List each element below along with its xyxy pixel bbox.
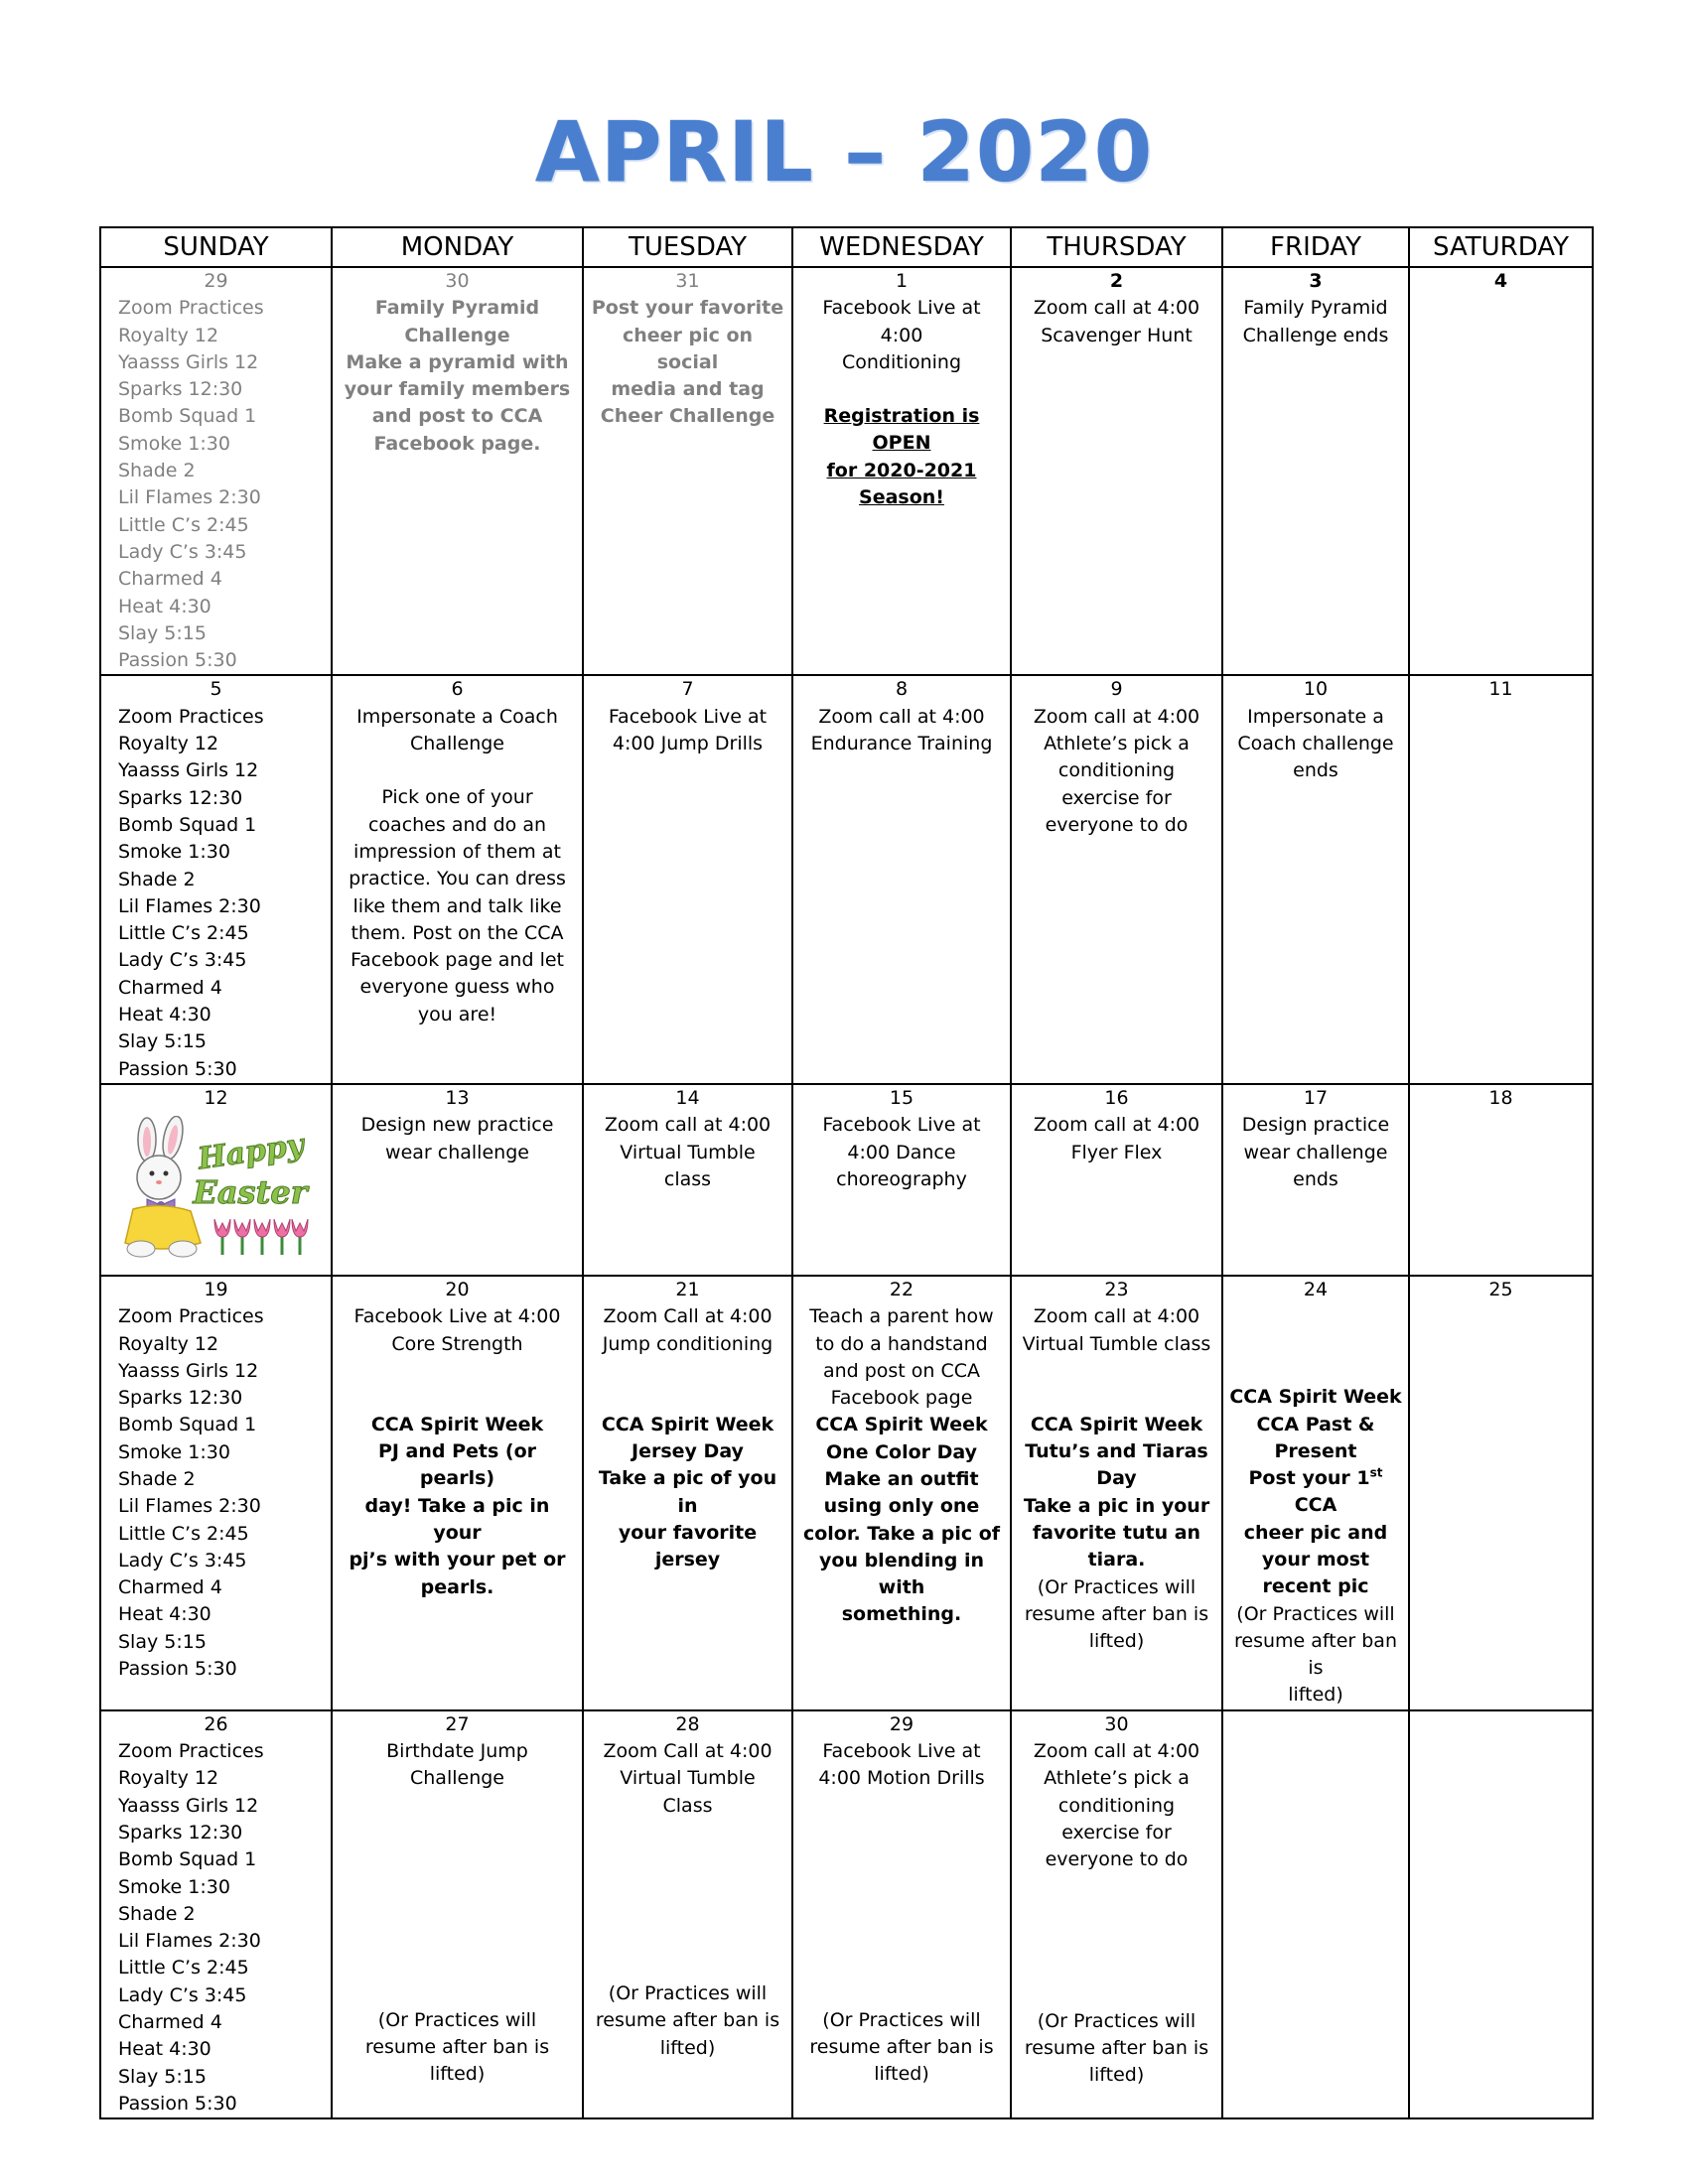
spirit-week-line: CCA Spirit Week <box>601 1413 774 1435</box>
event-line: Zoom call at 4:00 <box>1033 705 1200 728</box>
event-line: Endurance Training <box>810 733 993 755</box>
week-row <box>100 1710 1593 2118</box>
practice-item: Lady C’s 3:45 <box>118 1983 247 2006</box>
spirit-week-line: CCA Past & <box>1256 1413 1375 1435</box>
spirit-week-line: favorite tutu an <box>1032 1521 1201 1544</box>
registration-notice: Registration is OPEN <box>823 405 980 455</box>
practice-item: Lady C’s 3:45 <box>118 540 247 563</box>
day-cell <box>1409 1084 1593 1276</box>
day-number: 11 <box>1488 678 1513 701</box>
day-number: 28 <box>675 1712 700 1735</box>
practice-item: Lil Flames 2:30 <box>118 1930 261 1953</box>
event-line: Facebook Live at 4:00 <box>353 1305 561 1328</box>
practice-item: Lil Flames 2:30 <box>118 894 261 917</box>
day-number: 3 <box>1309 270 1323 292</box>
day-number: 1 <box>895 270 909 292</box>
ban-note: lifted) <box>1288 1684 1343 1706</box>
event-line: class <box>663 1167 712 1190</box>
practice-schedule <box>107 704 325 1083</box>
day-number: 17 <box>1303 1086 1329 1109</box>
weekday-header: FRIDAY <box>1222 227 1409 267</box>
event-line: Impersonate a <box>1247 705 1384 728</box>
practice-item: Passion 5:30 <box>118 1057 237 1080</box>
ban-note: resume after ban is <box>1024 1602 1209 1625</box>
weekday-header: THURSDAY <box>1011 227 1222 267</box>
event-line: cheer pic on social <box>622 324 754 373</box>
event-line: everyone to do <box>1045 1848 1189 1871</box>
day-cell <box>1011 267 1222 675</box>
event-line: impression of them at <box>353 840 561 863</box>
day-cell <box>792 675 1011 1083</box>
day-cell <box>792 1710 1011 2118</box>
spirit-week-line: tiara. <box>1087 1549 1146 1571</box>
registration-notice: for 2020-2021 <box>826 459 977 481</box>
day-number: 14 <box>675 1086 700 1109</box>
spirit-week-line: your favorite jersey <box>618 1521 758 1571</box>
event-line: like them and talk like <box>352 894 562 917</box>
weekday-header: TUESDAY <box>583 227 792 267</box>
event-line: Post your favorite <box>591 297 784 320</box>
day-cell <box>1409 675 1593 1083</box>
event-line: 4:00 <box>880 324 923 346</box>
easter-text: Easter <box>192 1173 308 1212</box>
happy-easter-bunny-icon <box>111 1116 322 1263</box>
practice-item: Shade 2 <box>118 868 196 890</box>
ban-note: resume after ban is <box>1234 1629 1397 1680</box>
event-line: Challenge <box>404 324 510 346</box>
event-line: conditioning <box>1057 759 1176 782</box>
ban-note: (Or Practices will <box>377 2008 537 2031</box>
day-cell <box>332 267 583 675</box>
spirit-week-line: CCA Spirit Week <box>815 1414 988 1436</box>
event-line: Facebook Live at <box>822 1114 981 1137</box>
practice-item: Yaasss Girls 12 <box>118 350 259 373</box>
event-line: Facebook page <box>830 1387 973 1410</box>
event-line: Scavenger Hunt <box>1041 324 1193 346</box>
event-line: Teach a parent how <box>809 1305 994 1328</box>
practice-item: Smoke 1:30 <box>118 841 230 864</box>
event-line: Virtual Tumble <box>620 1767 756 1790</box>
event-line: 4:00 Jump Drills <box>612 733 764 755</box>
event-line: wear challenge <box>1243 1141 1388 1163</box>
event-line: you are! <box>417 1003 497 1025</box>
day-number: 23 <box>1104 1278 1129 1300</box>
practice-item: Little C’s 2:45 <box>118 1522 249 1545</box>
spirit-week-line: day! Take a pic in your <box>364 1494 550 1544</box>
event-line: Zoom call at 4:00 <box>1033 1740 1200 1763</box>
practice-item: Royalty 12 <box>118 1332 219 1355</box>
practice-item: Slay 5:15 <box>118 2065 207 2088</box>
day-number: 26 <box>204 1712 228 1735</box>
event-line: coaches and do an <box>367 813 547 836</box>
week-row <box>100 1276 1593 1710</box>
day-number: 19 <box>204 1278 228 1300</box>
week-row <box>100 1084 1593 1276</box>
event-line: to do a handstand <box>815 1332 988 1355</box>
spirit-week-line: cheer pic and <box>1243 1521 1388 1544</box>
day-number: 25 <box>1488 1278 1513 1300</box>
event-line: exercise for <box>1061 1821 1172 1843</box>
ban-note: lifted) <box>659 2036 716 2059</box>
event-line: Cheer Challenge <box>600 405 775 428</box>
event-line: wear challenge <box>385 1141 529 1163</box>
event-line: Make a pyramid with <box>346 350 569 373</box>
spirit-week-line: CCA Spirit Week <box>1030 1413 1203 1435</box>
event-line: Zoom call at 4:00 <box>1033 1305 1200 1328</box>
day-cell <box>1222 1084 1409 1276</box>
happy-text: Happy <box>195 1128 306 1177</box>
day-cell <box>792 1084 1011 1276</box>
practice-item: Lil Flames 2:30 <box>118 1495 261 1518</box>
event-line: Facebook Live at <box>822 297 981 320</box>
practice-item: Zoom Practices <box>118 297 264 320</box>
practice-item: Lady C’s 3:45 <box>118 949 247 972</box>
day-number: 7 <box>681 678 694 701</box>
event-line: Zoom Call at 4:00 <box>603 1305 773 1328</box>
day-cell <box>1222 675 1409 1083</box>
practice-item: Slay 5:15 <box>118 621 207 644</box>
spirit-week-line: something. <box>841 1603 962 1626</box>
ban-note: (Or Practices will <box>1236 1602 1395 1625</box>
practice-item: Smoke 1:30 <box>118 1875 230 1898</box>
day-cell <box>1011 1084 1222 1276</box>
practice-item: Zoom Practices <box>118 1305 264 1328</box>
event-line: Zoom call at 4:00 <box>1033 297 1200 320</box>
day-cell <box>100 1084 332 1276</box>
practice-item: Shade 2 <box>118 1902 196 1925</box>
day-cell <box>332 1710 583 2118</box>
spirit-week-line: your most <box>1261 1548 1370 1570</box>
day-cell <box>100 1710 332 2118</box>
practice-item: Shade 2 <box>118 1467 196 1490</box>
weekday-header: SUNDAY <box>100 227 332 267</box>
day-cell <box>1011 675 1222 1083</box>
spirit-week-line: CCA Spirit Week <box>370 1413 544 1435</box>
spirit-week-line: Present <box>1274 1439 1357 1462</box>
event-line: Athlete’s pick a <box>1044 1767 1190 1790</box>
practice-item: Yaasss Girls 12 <box>118 759 259 782</box>
day-cell <box>332 1276 583 1710</box>
ban-note: resume after ban is <box>1024 2036 1209 2059</box>
event-line: practice. You can dress <box>349 868 566 890</box>
practice-item: Shade 2 <box>118 460 196 482</box>
practice-item: Royalty 12 <box>118 733 219 755</box>
spirit-week-line: recent pic <box>1262 1575 1369 1598</box>
practice-item: Zoom Practices <box>118 1740 264 1763</box>
practice-item: Bomb Squad 1 <box>118 813 257 836</box>
event-line: ends <box>1293 1167 1338 1190</box>
practice-item: Sparks 12:30 <box>118 1821 243 1843</box>
event-line: Facebook page and let <box>350 949 564 972</box>
spirit-week-line: pearls. <box>420 1575 494 1598</box>
practice-item: Heat 4:30 <box>118 595 211 617</box>
practice-item: Heat 4:30 <box>118 1004 211 1026</box>
spirit-week-line: Take a pic of you in <box>598 1467 777 1517</box>
day-number: 29 <box>204 270 228 292</box>
day-number: 24 <box>1303 1278 1329 1300</box>
practice-item: Lady C’s 3:45 <box>118 1549 247 1571</box>
day-cell <box>583 675 792 1083</box>
day-cell <box>792 1276 1011 1710</box>
event-line: Family Pyramid <box>1243 297 1388 320</box>
practice-item: Yaasss Girls 12 <box>118 1359 259 1382</box>
event-line: Virtual Tumble <box>620 1141 756 1163</box>
calendar-grid <box>99 226 1594 2119</box>
practice-item: Sparks 12:30 <box>118 1387 243 1410</box>
practice-item: Bomb Squad 1 <box>118 1848 257 1871</box>
practice-item: Charmed 4 <box>118 568 222 591</box>
event-line: 4:00 Motion Drills <box>818 1767 985 1790</box>
practice-item: Royalty 12 <box>118 1767 219 1790</box>
day-number: 22 <box>889 1278 914 1300</box>
event-line: Challenge <box>410 1767 504 1790</box>
spirit-week-line: Take a pic in your <box>1023 1494 1210 1517</box>
event-line: Challenge <box>410 733 504 755</box>
registration-notice: Season! <box>859 486 944 509</box>
ban-note: lifted) <box>1088 2064 1145 2087</box>
day-cell <box>792 267 1011 675</box>
event-line: 4:00 Dance <box>847 1141 956 1163</box>
day-cell <box>583 1710 792 2118</box>
event-line: Impersonate a Coach <box>356 705 558 728</box>
day-number: 15 <box>889 1086 914 1109</box>
day-cell <box>1011 1276 1222 1710</box>
event-line: Conditioning <box>841 350 962 373</box>
day-cell <box>100 675 332 1083</box>
event-line: Family Pyramid <box>374 297 540 320</box>
day-number: 18 <box>1488 1086 1513 1109</box>
event-line: Facebook Live at <box>608 705 768 728</box>
spirit-week-line: PJ and Pets (or pearls) <box>377 1440 537 1490</box>
day-number: 5 <box>210 678 222 701</box>
day-cell <box>1011 1710 1222 2118</box>
practice-item: Slay 5:15 <box>118 1030 207 1053</box>
weekday-header: SATURDAY <box>1409 227 1593 267</box>
day-cell <box>1409 1276 1593 1710</box>
practice-item: Yaasss Girls 12 <box>118 1794 259 1817</box>
spirit-week-line: using only one <box>823 1495 980 1518</box>
spirit-week-line: you blending in with <box>819 1549 984 1599</box>
ban-note: resume after ban is <box>809 2035 994 2058</box>
event-line: Coach challenge <box>1237 733 1394 755</box>
day-cell <box>332 1084 583 1276</box>
ban-note: (Or Practices will <box>1037 1575 1196 1598</box>
event-line: Zoom Call at 4:00 <box>603 1740 773 1763</box>
practice-item: Charmed 4 <box>118 1576 222 1599</box>
ban-note: (Or Practices will <box>608 1981 768 2004</box>
day-number: 9 <box>1110 678 1123 701</box>
event-line: Virtual Tumble class <box>1022 1332 1211 1355</box>
day-number: 29 <box>889 1712 914 1735</box>
event-line: ends <box>1293 759 1338 782</box>
spirit-week-line: color. Take a pic of <box>802 1522 1001 1545</box>
day-number: 20 <box>445 1278 470 1300</box>
day-cell <box>1222 267 1409 675</box>
event-line: Zoom call at 4:00 <box>818 705 985 728</box>
day-number: 2 <box>1109 270 1124 292</box>
spirit-week-line: Day <box>1096 1467 1137 1490</box>
event-line: Jump conditioning <box>602 1332 774 1355</box>
practice-item: Bomb Squad 1 <box>118 1414 257 1436</box>
day-cell <box>583 1276 792 1710</box>
week-row <box>100 267 1593 675</box>
practice-item: Charmed 4 <box>118 2011 222 2034</box>
event-line: exercise for <box>1061 786 1172 809</box>
event-line: everyone to do <box>1045 813 1189 836</box>
event-line: Facebook page. <box>373 432 541 455</box>
spirit-week-line: CCA Spirit Week <box>1229 1386 1402 1409</box>
practice-item: Passion 5:30 <box>118 1658 237 1681</box>
page-title: APRIL – 2020 <box>534 103 1154 201</box>
event-line: Birthdate Jump <box>386 1740 528 1763</box>
weekday-header-row <box>100 227 1593 267</box>
event-line: Flyer Flex <box>1070 1141 1163 1163</box>
day-number: 16 <box>1104 1086 1129 1109</box>
day-number: 31 <box>675 270 700 292</box>
ban-note: lifted) <box>1088 1630 1145 1653</box>
ban-note: resume after ban is <box>595 2009 780 2032</box>
spirit-week-line: Make an outfit <box>824 1467 979 1490</box>
event-line: and post on CCA <box>822 1359 981 1382</box>
practice-item: Heat 4:30 <box>118 1603 211 1626</box>
event-line: Design new practice <box>360 1114 554 1137</box>
day-number: 6 <box>451 678 464 701</box>
day-number: 4 <box>1493 270 1508 292</box>
ban-note: resume after ban is <box>364 2035 550 2058</box>
practice-item: Sparks 12:30 <box>118 378 243 401</box>
week-row <box>100 675 1593 1083</box>
practice-item: Passion 5:30 <box>118 2092 237 2115</box>
day-number: 12 <box>204 1086 228 1109</box>
event-line: Challenge ends <box>1242 324 1389 346</box>
practice-item: Little C’s 2:45 <box>118 513 249 536</box>
practice-item: Sparks 12:30 <box>118 786 243 809</box>
day-cell <box>1222 1276 1409 1710</box>
practice-item: Bomb Squad 1 <box>118 405 257 428</box>
event-line: Class <box>662 1794 713 1817</box>
event-line: Facebook Live at <box>822 1740 981 1763</box>
ban-note: lifted) <box>874 2063 929 2086</box>
ban-note: (Or Practices will <box>1037 2009 1196 2032</box>
practice-item: Passion 5:30 <box>118 649 237 672</box>
weekday-header: WEDNESDAY <box>792 227 1011 267</box>
event-line: and post to CCA <box>371 405 543 428</box>
spirit-week-line: Jersey Day <box>632 1440 744 1463</box>
spirit-week-line: Post your 1st CCA <box>1248 1465 1383 1517</box>
event-line: Core Strength <box>391 1332 523 1355</box>
event-line: your family members <box>344 378 571 401</box>
day-number: 13 <box>445 1086 470 1109</box>
day-cell <box>332 675 583 1083</box>
event-line: Design practice <box>1241 1114 1390 1137</box>
event-line: conditioning <box>1057 1794 1176 1817</box>
practice-item: Charmed 4 <box>118 976 222 999</box>
day-number: 27 <box>445 1712 470 1735</box>
ban-note: (Or Practices will <box>822 2008 981 2031</box>
day-number: 30 <box>1104 1712 1129 1735</box>
day-cell <box>1222 1710 1409 2118</box>
practice-schedule <box>107 1738 325 2117</box>
event-line: everyone guess who <box>359 976 555 999</box>
spirit-week-line: pj’s with your pet or <box>349 1549 566 1571</box>
practice-item: Little C’s 2:45 <box>118 1957 249 1979</box>
practice-item: Little C’s 2:45 <box>118 922 249 945</box>
practice-item: Smoke 1:30 <box>118 1440 230 1463</box>
day-cell <box>583 1084 792 1276</box>
practice-item: Heat 4:30 <box>118 2038 211 2061</box>
day-cell <box>100 267 332 675</box>
practice-item: Zoom Practices <box>118 705 264 728</box>
practice-item: Lil Flames 2:30 <box>118 486 261 509</box>
day-cell <box>1409 1710 1593 2118</box>
weekday-header: MONDAY <box>332 227 583 267</box>
day-number: 8 <box>895 678 909 701</box>
day-number: 30 <box>445 270 470 292</box>
practice-item: Royalty 12 <box>118 324 219 346</box>
event-line: choreography <box>836 1167 967 1190</box>
practice-item: Smoke 1:30 <box>118 432 230 455</box>
event-line: Zoom call at 4:00 <box>604 1114 772 1137</box>
event-line: Athlete’s pick a <box>1044 733 1190 755</box>
event-line: Zoom call at 4:00 <box>1033 1114 1200 1137</box>
event-line: Pick one of your <box>381 786 533 809</box>
day-cell <box>100 1276 332 1710</box>
spirit-week-line: Tutu’s and Tiaras <box>1025 1440 1208 1463</box>
practice-item: Slay 5:15 <box>118 1630 207 1653</box>
spirit-week-line: One Color Day <box>825 1440 978 1463</box>
day-number: 10 <box>1303 678 1329 701</box>
event-line: media and tag <box>611 378 765 401</box>
day-cell <box>1409 267 1593 675</box>
ban-note: lifted) <box>429 2063 486 2086</box>
practice-schedule <box>107 295 325 674</box>
event-line: them. Post on the CCA <box>351 921 564 944</box>
practice-schedule <box>107 1303 325 1683</box>
day-number: 21 <box>675 1278 700 1300</box>
day-cell <box>583 267 792 675</box>
